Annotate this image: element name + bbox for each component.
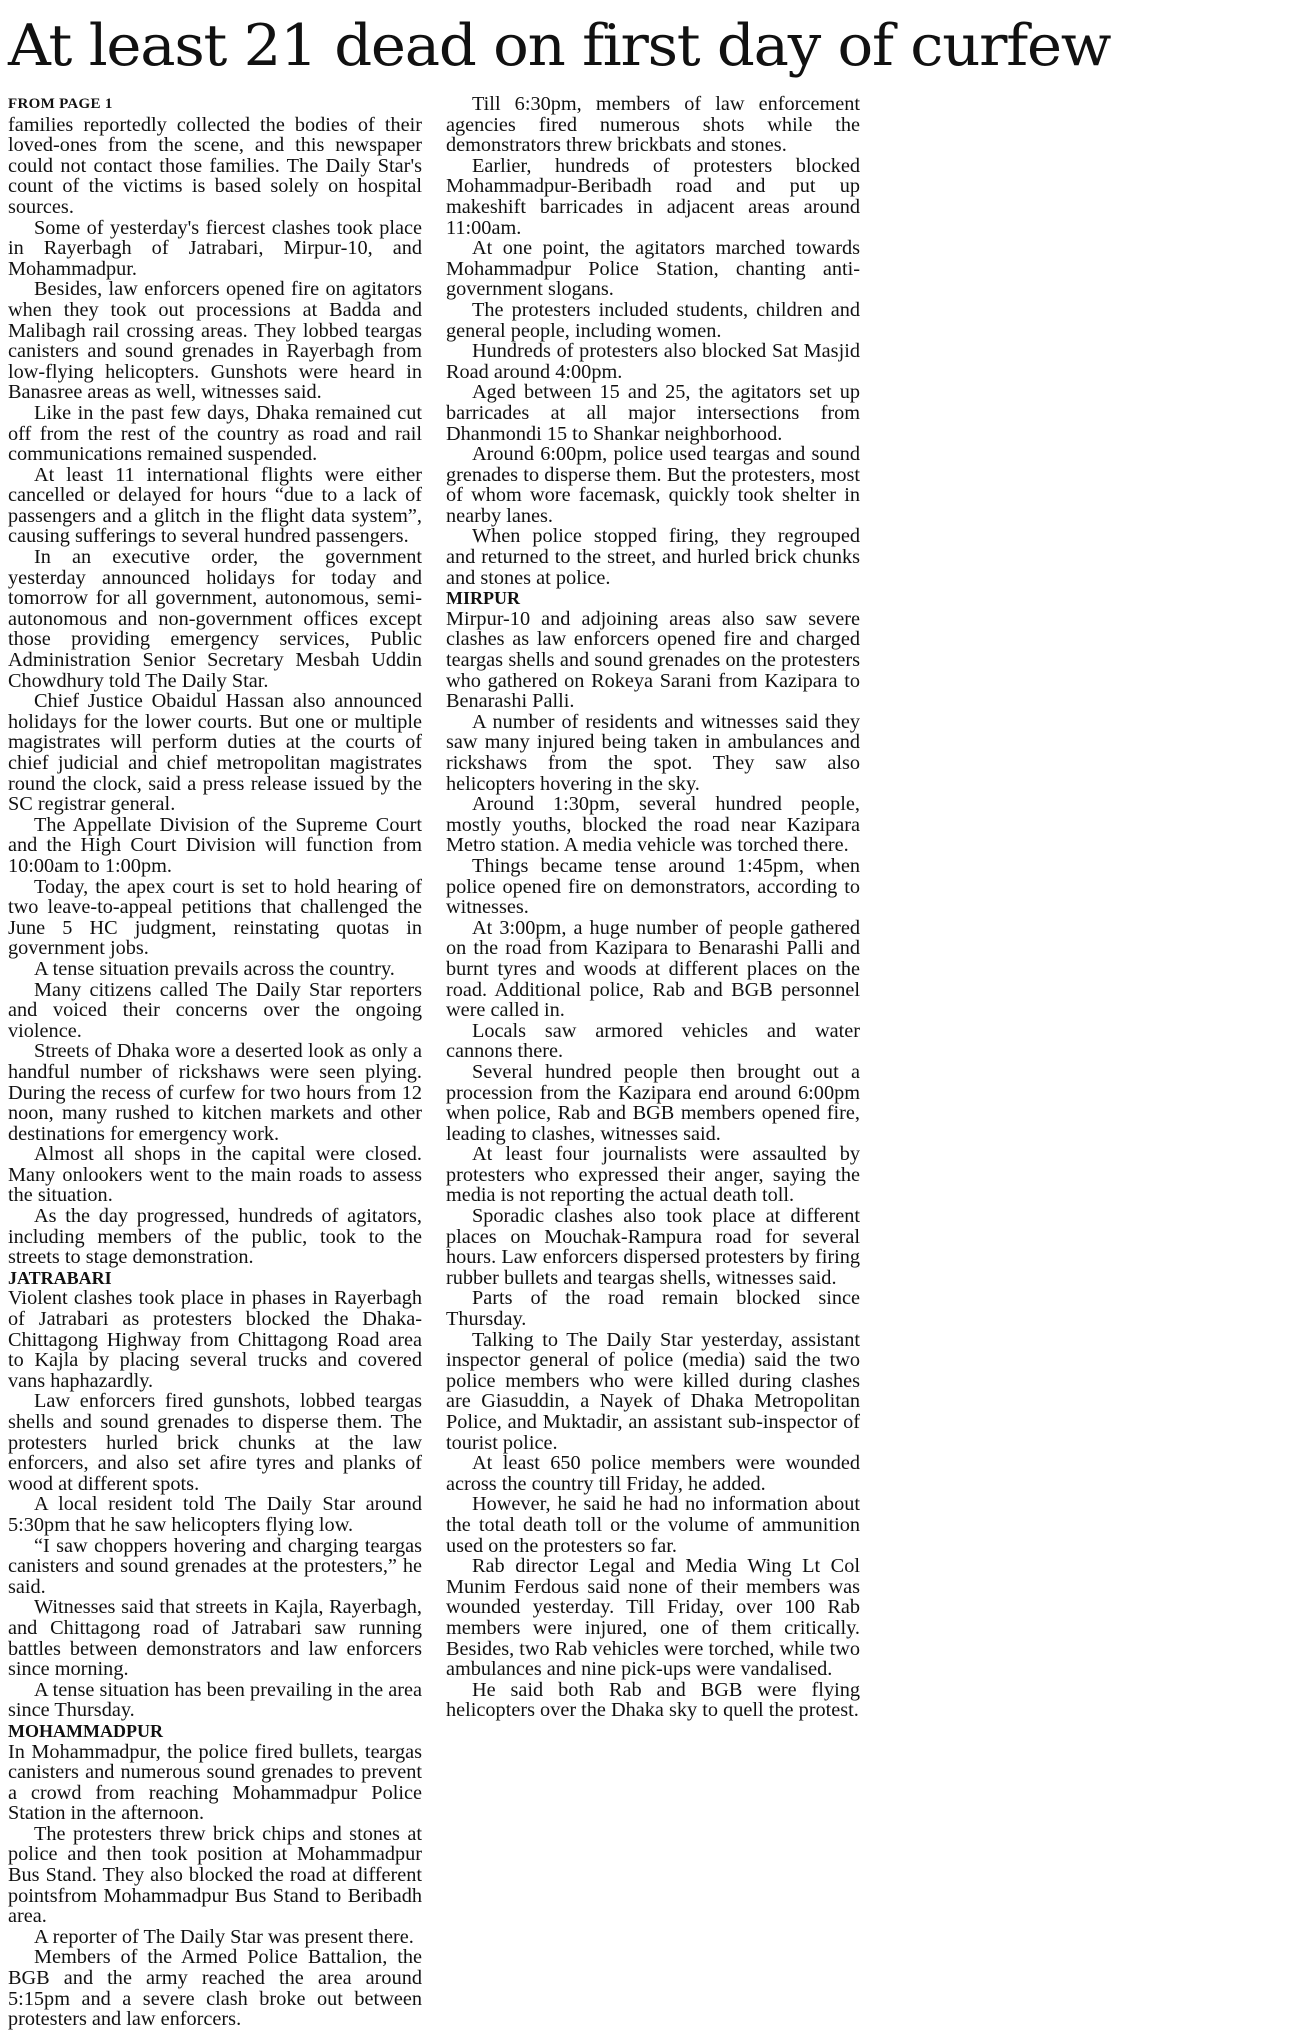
article-paragraph: Almost all shops in the capital were closed. Many onlookers went to the main roads to assess the situation. (8, 1143, 422, 1207)
article-paragraph: The protesters threw brick chips and stones at police and then took position at Mohammadpur Bus Stand. They also blocked the road at different pointsfrom Mohammadpur Bus Stand to Beribadh area. (8, 1822, 422, 1928)
article-paragraph: A reporter of The Daily Star was present there. (34, 1925, 414, 1948)
article-paragraph: In an executive order, the government yesterday announced holidays for today and tomorrow for all government, autonomous, semi-autonomous and non-government offices except those providing emergency services, Public Administration Senior Secretary Mesbah Uddin Chowdhury told The Daily Star. (8, 546, 422, 692)
article-paragraph: Talking to The Daily Star yesterday, assistant inspector general of police (media) said the two police members who were killed during clashes are Giasuddin, a Nayek of Dhaka Metropolitan Police, and Muktadir, an assistant sub-inspector of tourist police. (446, 1328, 860, 1454)
section-heading: MIRPUR (446, 588, 520, 609)
article-paragraph: Members of the Armed Police Battalion, the BGB and the army reached the area around 5:15pm and a severe clash broke out between protesters and law enforcers. (8, 1946, 422, 2031)
article-paragraph: A local resident told The Daily Star around 5:30pm that he saw helicopters flying low. (8, 1493, 422, 1536)
article-paragraph: A number of residents and witnesses said they saw many injured being taken in ambulances and rickshaws from the spot. They saw also helicopters hovering in the sky. (446, 710, 860, 795)
section-heading: MOHAMMADPUR (8, 1720, 163, 1741)
article-paragraph: Parts of the road remain blocked since Thursday. (446, 1287, 860, 1331)
headline: At least 21 dead on first day of curfew (8, 13, 1111, 79)
article-paragraph: Locals saw armored vehicles and water cannons there. (446, 1019, 860, 1063)
article-paragraph: “I saw choppers hovering and charging teargas canisters and sound grenades at the protesters,” he said. (8, 1534, 422, 1598)
article-paragraph: He said both Rab and BGB were flying helicopters over the Dhaka sky to quell the protest. (446, 1678, 860, 1722)
article-paragraph: In Mohammadpur, the police fired bullets, teargas canisters and numerous sound grenades to prevent a crowd from reaching Mohammadpur Police Station in the afternoon. (8, 1740, 422, 1825)
article-paragraph: Streets of Dhaka wore a deserted look as only a handful number of rickshaws were seen plying. During the recess of curfew for two hours from 12 noon, many rushed to kitchen markets and other destinations for emergency work. (8, 1040, 422, 1145)
article-paragraph: Several hundred people then brought out a procession from the Kazipara end around 6:00pm when police, Rab and BGB members opened fire, leading to clashes, witnesses said. (446, 1060, 860, 1145)
article-paragraph: However, he said he had no information about the total death toll or the volume of ammunition used on the protesters so far. (446, 1493, 860, 1557)
section-heading: JATRABARI (8, 1267, 112, 1288)
article-body (8, 94, 1298, 2030)
article-paragraph: A tense situation has been prevailing in the area since Thursday. (8, 1678, 422, 1722)
article-paragraph: Many citizens called The Daily Star reporters and voiced their concerns over the ongoing violence. (8, 978, 422, 1042)
article-paragraph: The Appellate Division of the Supreme Court and the High Court Division will function from 10:00am to 1:00pm. (8, 813, 422, 877)
article-paragraph: When police stopped firing, they regrouped and returned to the street, and hurled brick chunks and stones at police. (446, 525, 860, 589)
article-paragraph: Law enforcers fired gunshots, lobbed teargas shells and sound grenades to disperse them. The protesters hurled brick chunks at the law enforcers, and also set afire tyres and planks of wood at different spots. (8, 1390, 422, 1495)
article-paragraph: Earlier, hundreds of protesters blocked Mohammadpur-Beribadh road and put up makeshift barricades in adjacent areas around 11:00am. (446, 154, 860, 239)
article-paragraph: Things became tense around 1:45pm, when police opened fire on demonstrators, according to witnesses. (446, 854, 860, 919)
article-paragraph: families reportedly collected the bodies of their loved-ones from the scene, and this newspaper could not contact those families. The Daily Star's count of the victims is based solely on hospital sources. (8, 113, 422, 218)
article-paragraph: Around 1:30pm, several hundred people, mostly youths, blocked the road near Kazipara Metro station. A media vehicle was torched there. (446, 793, 860, 857)
article-paragraph: Till 6:30pm, members of law enforcement agencies fired numerous shots while the demonstrators threw brickbats and stones. (446, 93, 860, 157)
article-paragraph: At least 11 international flights were either cancelled or delayed for hours “due to a lack of passengers and a glitch in the flight data system”, causing sufferings to several hundred passengers. (8, 463, 422, 548)
article-paragraph: A tense situation prevails across the country. (34, 957, 395, 980)
article-paragraph: At one point, the agitators marched towards Mohammadpur Police Station, chanting anti-government slogans. (446, 237, 860, 301)
article-paragraph: Rab director Legal and Media Wing Lt Col Munim Ferdous said none of their members was wounded yesterday. Till Friday, over 100 Rab members were injured, one of them critically. Besides, two Rab vehicles were torched, while two ambulances and nine pick-ups were vandalised. (446, 1555, 860, 1681)
article-paragraph: Hundreds of protesters also blocked Sat Masjid Road around 4:00pm. (446, 340, 860, 383)
article-paragraph: Around 6:00pm, police used teargas and sound grenades to disperse them. But the protesters, most of whom wore facemask, quickly took shelter in nearby lanes. (446, 443, 860, 527)
article-paragraph: At 3:00pm, a huge number of people gathered on the road from Kazipara to Benarashi Palli and burnt tyres and woods at different places on the road. Additional police, Rab and BGB personnel were called in. (446, 916, 860, 1022)
article-paragraph: Besides, law enforcers opened fire on agitators when they took out processions at Badda and Malibagh rail crossing areas. They lobbed teargas canisters and sound grenades in Rayerbagh from low-flying helicopters. Gunshots were heard in Banasree areas as well, witnesses said. (8, 278, 422, 404)
article-paragraph: At least four journalists were assaulted by protesters who expressed their anger, saying the media is not reporting the actual death toll. (446, 1143, 860, 1207)
continuation-kicker: FROM PAGE 1 (8, 96, 113, 112)
article-paragraph: Chief Justice Obaidul Hassan also announced holidays for the lower courts. But one or multiple magistrates will perform duties at the courts of chief judicial and chief metropolitan magistrates round the clock, said a press release issued by the SC registrar general. (8, 690, 422, 816)
article-paragraph: At least 650 police members were wounded across the country till Friday, he added. (446, 1452, 860, 1495)
article-paragraph: As the day progressed, hundreds of agitators, including members of the public, took to the streets to stage demonstration. (8, 1205, 422, 1269)
article-paragraph: Some of yesterday's fiercest clashes took place in Rayerbagh of Jatrabari, Mirpur-10, and Mohammadpur. (8, 216, 422, 280)
article-paragraph: Sporadic clashes also took place at different places on Mouchak-Rampura road for several hours. Law enforcers dispersed protesters by firing rubber bullets and teargas shells, witnesses said. (446, 1205, 860, 1289)
article-paragraph: Mirpur-10 and adjoining areas also saw severe clashes as law enforcers opened fire and charged teargas shells and sound grenades on the protesters who gathered on Rokeya Sarani from Kazipara to Benarashi Palli. (446, 607, 860, 713)
article-paragraph: Aged between 15 and 25, the agitators set up barricades at all major intersections from Dhanmondi 15 to Shankar neighborhood. (446, 381, 860, 445)
article-paragraph: The protesters included students, children and general people, including women. (446, 298, 860, 342)
article-paragraph: Violent clashes took place in phases in Rayerbagh of Jatrabari as protesters blocked the Dhaka-Chittagong Highway from Chittagong Road area to Kajla by placing several trucks and covered vans haphazardly. (8, 1287, 422, 1392)
article-paragraph: Today, the apex court is set to hold hearing of two leave-to-appeal petitions that challenged the June 5 HC judgment, reinstating quotas in government jobs. (8, 875, 422, 960)
article-paragraph: Witnesses said that streets in Kajla, Rayerbagh, and Chittagong road of Jatrabari saw running battles between demonstrators and law enforcers since morning. (8, 1596, 422, 1681)
article-paragraph: Like in the past few days, Dhaka remained cut off from the rest of the country as road and rail communications remained suspended. (8, 401, 422, 466)
